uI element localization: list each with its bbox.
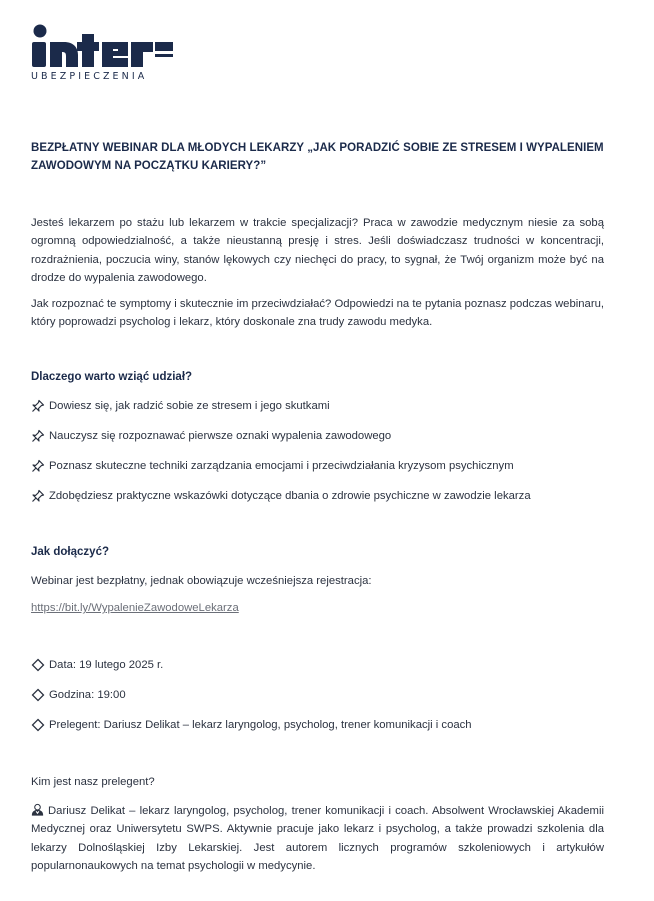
list-item: Dowiesz się, jak radzić sobie ze stresem i jego skutkami xyxy=(31,399,604,413)
join-heading: Jak dołączyć? xyxy=(31,546,109,558)
list-item: Zdobędziesz praktyczne wskazówki dotyczące dbania o zdrowie psychiczne w zawodzie lekarza xyxy=(31,489,604,503)
speaker-question: Kim jest nasz prelegent? xyxy=(31,776,155,788)
registration-link[interactable]: https://bit.ly/WypalenieZawodoweLekarza xyxy=(31,602,239,614)
brand-subtitle: UBEZPIECZENIA xyxy=(31,71,148,82)
diamond-icon xyxy=(31,718,45,732)
page-title: BEZPŁATNY WEBINAR DLA MŁODYCH LEKARZY „JAK PORADZIĆ SOBIE ZE STRESEM I WYPALENIEM ZAWODOWYM NA POCZĄTKU KARIERY?” xyxy=(31,142,604,172)
speaker-bio: Dariusz Delikat – lekarz laryngolog, psycholog, trener komunikacji i coach. Absolwent Wrocławskiej Akademii Medycznej oraz Uniwersytetu SWPS. Aktywnie pracuje jako lekarz i psycholog, a także prowadzi szkolenia dla lekarzy Dolnośląskiej Izby Lekarskiej. Jest autorem licznych programów szkoleniowych i artykułów popularnonaukowych na temat psychologii w medycynie. xyxy=(31,805,604,873)
join-text: Webinar jest bezpłatny, jednak obowiązuje wcześniejsza rejestracja: xyxy=(31,575,372,587)
pushpin-icon xyxy=(31,399,45,413)
pushpin-icon xyxy=(31,459,45,473)
diamond-icon xyxy=(31,658,45,672)
doctor-icon xyxy=(31,803,44,816)
intro-paragraph-2: Jak rozpoznać te symptomy i skutecznie im przeciwdziałać? Odpowiedzi na te pytania poznasz podczas webinaru, który poprowadzi psycholog i lekarz, który doskonale zna trudy zawodu medyka. xyxy=(31,298,604,329)
detail-speaker: Prelegent: Dariusz Delikat – lekarz laryngolog, psycholog, trener komunikacji i coach xyxy=(31,718,604,732)
why-heading: Dlaczego warto wziąć udział? xyxy=(31,371,193,383)
pushpin-icon xyxy=(31,489,45,503)
brand-logo-mark xyxy=(31,24,173,68)
list-item: Poznasz skuteczne techniki zarządzania emocjami i przeciwdziałania kryzysom psychicznym xyxy=(31,459,604,473)
detail-date: Data: 19 lutego 2025 r. xyxy=(31,658,604,672)
list-item: Nauczysz się rozpoznawać pierwsze oznaki wypalenia zawodowego xyxy=(31,429,604,443)
brand-logo xyxy=(31,24,173,68)
pushpin-icon xyxy=(31,429,45,443)
diamond-icon xyxy=(31,688,45,702)
intro-paragraph-1: Jesteś lekarzem po stażu lub lekarzem w trakcie specjalizacji? Praca w zawodzie medycznym niesie za sobą ogromną odpowiedzialność, a także nieustanną presję i stres. Jeśli doświadczasz trudności w koncentracji, rozdrażnienia, poczucia winy, stanów lękowych czy niechęci do pracy, to sygnał, że Twój organizm może być na drodze do wypalenia zawodowego. xyxy=(31,217,604,285)
detail-time: Godzina: 19:00 xyxy=(31,688,604,702)
